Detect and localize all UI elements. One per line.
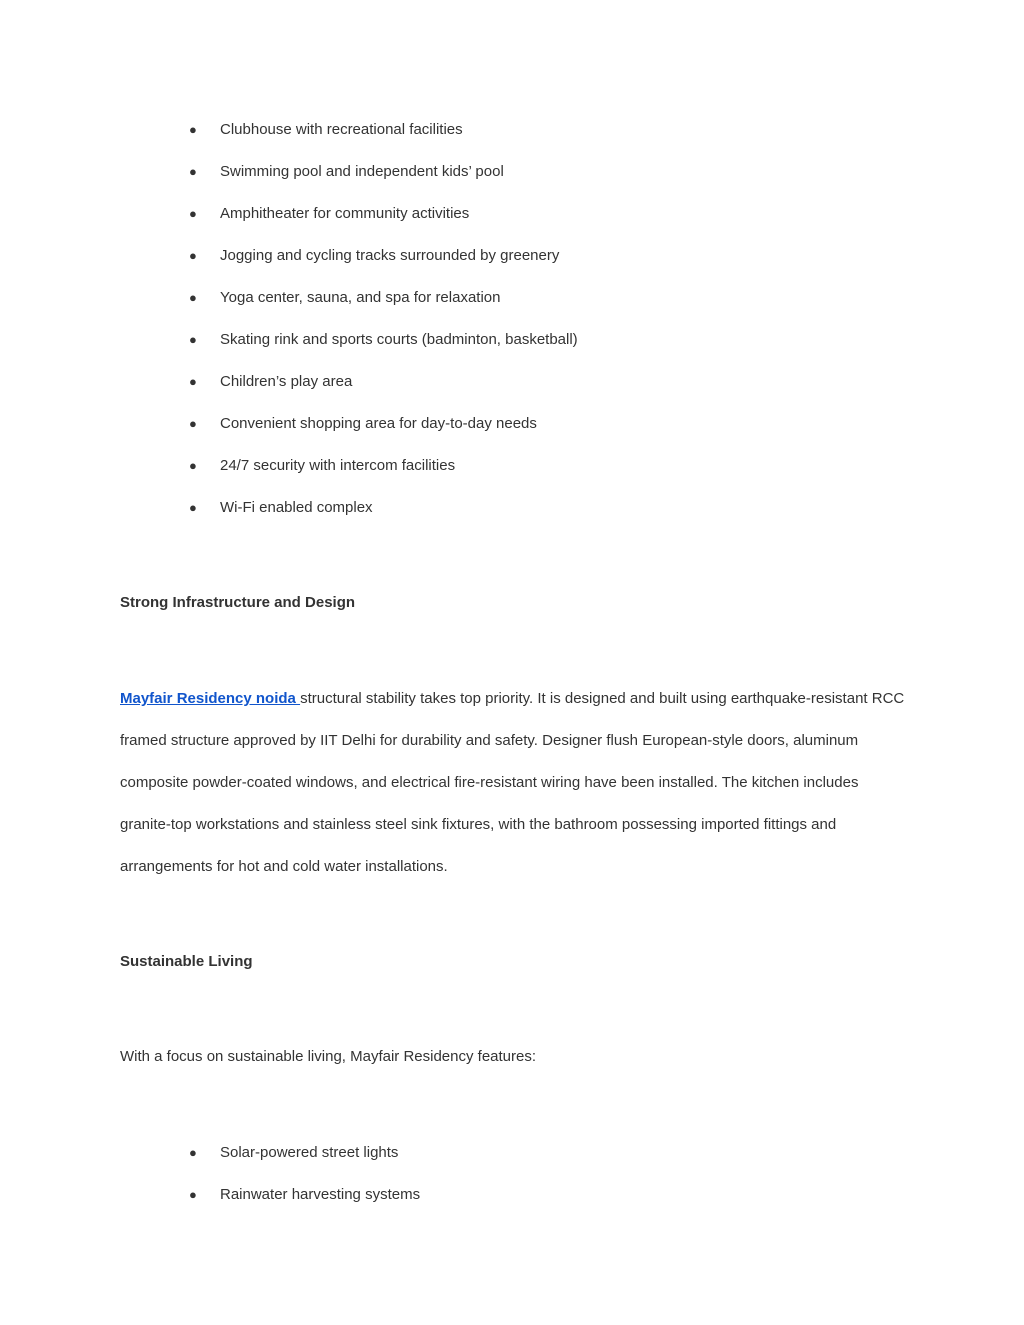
bullet-icon: ● (189, 416, 197, 431)
bullet-icon: ● (189, 248, 197, 263)
bullet-icon: ● (189, 206, 197, 221)
bullet-icon: ● (189, 1187, 197, 1202)
bullet-icon: ● (189, 458, 197, 473)
bullet-icon: ● (189, 1145, 197, 1160)
list-item-text: Convenient shopping area for day-to-day needs (220, 415, 537, 432)
infrastructure-paragraph (120, 678, 910, 888)
list-item-text: Children’s play area (220, 373, 353, 390)
list-item-text: Clubhouse with recreational facilities (220, 121, 463, 138)
infrastructure-body-text: structural stability takes top priority. It is designed and built using earthquake-resistant RCC framed structure approved by IIT Delhi for durability and safety. Designer flush European-style doors, aluminum composite powder-coated windows, and electrical fire-resistant wiring have been installed. The kitchen includes granite-top workstations and stainless steel sink fixtures, with the bathroom possessing imported fittings and arrangements for hot and cold water installations. (120, 690, 905, 875)
list-item-text: 24/7 security with intercom facilities (220, 457, 456, 474)
list-item-text: Jogging and cycling tracks surrounded by greenery (220, 247, 560, 264)
list-item-text: Rainwater harvesting systems (220, 1186, 421, 1203)
bullet-icon: ● (189, 164, 197, 179)
list-item-text: Swimming pool and independent kids’ pool (220, 163, 504, 180)
bullet-icon: ● (189, 374, 197, 389)
list-item-text: Yoga center, sauna, and spa for relaxation (220, 289, 501, 306)
mayfair-residency-link[interactable]: Mayfair Residency noida (120, 690, 301, 707)
bullet-icon: ● (189, 122, 197, 137)
sustainable-intro-paragraph: With a focus on sustainable living, Mayfair Residency features: (120, 1048, 537, 1065)
bullet-icon: ● (189, 500, 197, 515)
list-item-text: Wi-Fi enabled complex (220, 499, 373, 516)
list-item-text: Skating rink and sports courts (badminton, basketball) (220, 331, 578, 348)
list-item-text: Solar-powered street lights (220, 1144, 399, 1161)
section-heading-sustainable: Sustainable Living (120, 953, 253, 970)
bullet-icon: ● (189, 290, 197, 305)
bullet-icon: ● (189, 332, 197, 347)
section-heading-infrastructure: Strong Infrastructure and Design (120, 594, 356, 611)
list-item-text: Amphitheater for community activities (220, 205, 470, 222)
